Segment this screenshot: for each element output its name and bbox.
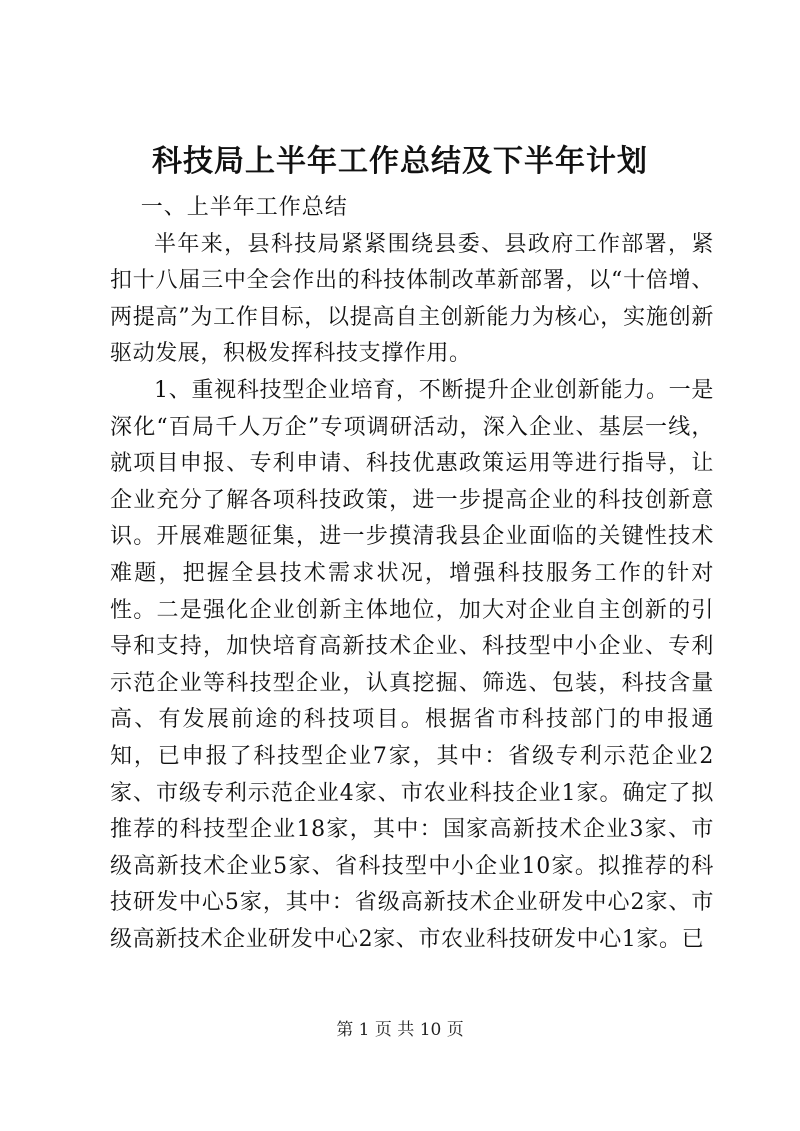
paragraph-enterprise-cultivation: 1、重视科技型企业培育，不断提升企业创新能力。一是深化“百局千人万企”专项调研活动，深入企业、基层一线，就项目申报、专利申请、科技优惠政策运用等进行指导，让企业充分了解各项科技政策，进一步提高企业的科技创新意识。开展难题征集，进一步摸清我县企业面临的关键性技术难题，把握全县技术需求状况，增强科技服务工作的针对性。二是强化企业创新主体地位，加大对企业自主创新的引导和支持，加快培育高新技术企业、科技型中小企业、专利示范企业等科技型企业，认真挖掘、筛选、包装，科技含量高、有发展前途的科技项目。根据省市科技部门的申报通知，已申报了科技型企业7家，其中：省级专利示范企业2家、市级专利示范企业4家、市农业科技企业1家。确定了拟推荐的科技型企业18家，其中：国家高新技术企业3家、市级高新技术企业5家、省科技型中小企业10家。拟推荐的科技研发中心5家，其中：省级高新技术企业研发中心2家、市级高新技术企业研发中心2家、市农业科技研发中心1家。已 [110,377,714,952]
document-title: 科技局上半年工作总结及下半年计划 [152,144,648,179]
page-number-footer: 第 1 页 共 10 页 [336,1020,464,1040]
document-body [110,190,714,958]
paragraph-intro: 半年来，县科技局紧紧围绕县委、县政府工作部署，紧扣十八届三中全会作出的科技体制改革新部署，以“十倍增、两提高”为工作目标，以提高自主创新能力为核心，实施创新驱动发展，积极发挥科技支撑作用。 [110,231,714,367]
section-heading: 一、上半年工作总结 [140,195,348,220]
